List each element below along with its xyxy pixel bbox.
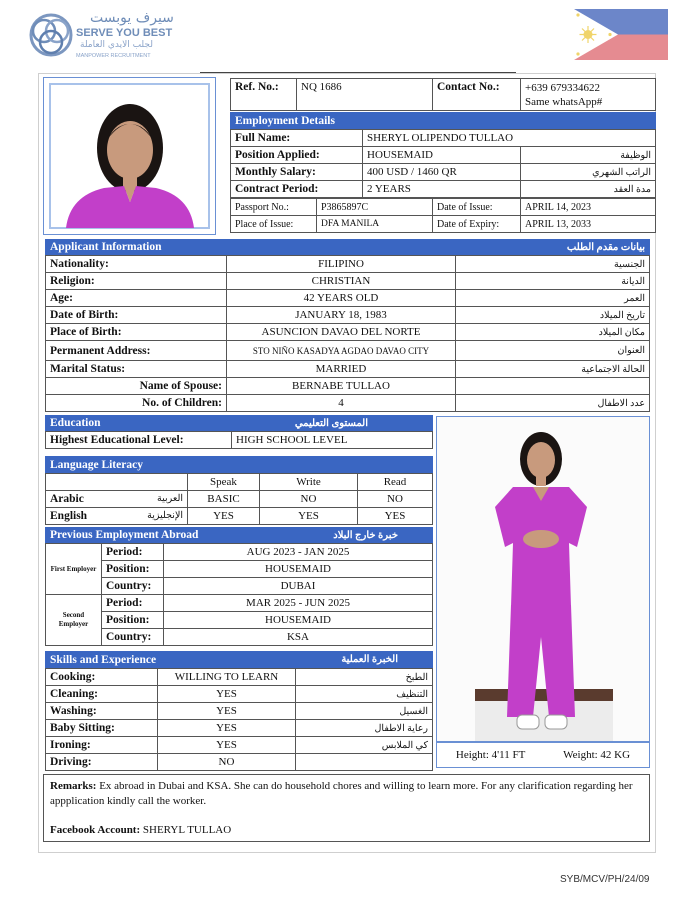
ref-label: Ref. No.: (231, 79, 297, 111)
language-speak: YES (188, 508, 260, 525)
passport-value: P3865897C (317, 199, 433, 216)
employer-row (46, 578, 433, 595)
employer-position: HOUSEMAID (164, 561, 433, 578)
contact-cell (521, 79, 656, 111)
facebook-value: SHERYL TULLAO (142, 824, 232, 836)
skill-label: Washing: (46, 703, 158, 720)
facebook-line (50, 823, 643, 838)
employer-row (46, 595, 433, 612)
applicant-value: CHRISTIAN (227, 273, 456, 290)
applicant-arabic: عدد الاطفال (456, 395, 650, 412)
employer-period: AUG 2023 - JAN 2025 (164, 544, 433, 561)
applicant-row (46, 341, 650, 361)
issue-date-value: APRIL 14, 2023 (521, 199, 656, 216)
applicant-header (45, 239, 650, 255)
remarks-label: Remarks: (50, 780, 97, 792)
skill-value: YES (158, 703, 296, 720)
language-name-cell (46, 508, 188, 525)
employer-field-label: Position: (102, 561, 164, 578)
employment-value: 400 USD / 1460 QR (363, 164, 521, 181)
applicant-row (46, 307, 650, 324)
employer-label: Second Employer (46, 595, 102, 646)
applicant-label: Permanent Address: (46, 341, 227, 361)
previous-title: Previous Employment Abroad (50, 529, 199, 541)
language-write: NO (260, 491, 358, 508)
philippines-flag-icon (574, 9, 668, 60)
applicant-section (45, 239, 650, 412)
employment-row (231, 181, 656, 198)
employer-period: MAR 2025 - JUN 2025 (164, 595, 433, 612)
company-logo (28, 10, 178, 62)
height-value: Height: 4'11 FT (455, 749, 526, 761)
education-title-ar: المستوى التعليمي (294, 417, 368, 429)
employer-position: HOUSEMAID (164, 612, 433, 629)
expiry-value: APRIL 13, 2033 (521, 216, 656, 233)
applicant-arabic: الحالة الاجتماعية (456, 361, 650, 378)
language-name-cell (46, 491, 188, 508)
skill-row (46, 737, 433, 754)
remarks-box (43, 774, 650, 842)
employer-field-label: Period: (102, 544, 164, 561)
education-section (45, 415, 433, 449)
skill-row (46, 754, 433, 771)
remarks-text-wrap (50, 779, 643, 809)
applicant-arabic: الجنسية (456, 256, 650, 273)
employment-section (230, 112, 656, 233)
employer-field-label: Position: (102, 612, 164, 629)
previous-title-ar: خبرة خارج البلاد (333, 529, 398, 541)
employment-arabic: مدة العقد (521, 181, 656, 198)
employer-row (46, 612, 433, 629)
skills-header (45, 651, 433, 668)
applicant-label: Nationality: (46, 256, 227, 273)
applicant-label: Place of Birth: (46, 324, 227, 341)
employment-title: Employment Details (235, 114, 335, 127)
remarks-text: Ex abroad in Dubai and KSA. She can do household chores and willing to learn more. For any clarification regarding her appplication kindly call the worker. (50, 780, 633, 807)
employer-row (46, 629, 433, 646)
language-title: Language Literacy (50, 458, 143, 471)
employment-label: Full Name: (231, 130, 363, 147)
skill-row (46, 686, 433, 703)
issue-date-label: Date of Issue: (433, 199, 521, 216)
applicant-arabic: الديانة (456, 273, 650, 290)
logo-rings-icon (28, 12, 74, 58)
applicant-row (46, 324, 650, 341)
employer-country: DUBAI (164, 578, 433, 595)
employment-label: Monthly Salary: (231, 164, 363, 181)
education-title: Education (50, 417, 101, 429)
applicant-arabic (456, 378, 650, 395)
skill-arabic (296, 754, 433, 771)
skills-title-ar: الخبرة العملية (341, 654, 398, 665)
applicant-label: Date of Birth: (46, 307, 227, 324)
applicant-value: 4 (227, 395, 456, 412)
applicant-arabic: العنوان (456, 341, 650, 361)
language-read: NO (358, 491, 433, 508)
previous-header (45, 527, 433, 543)
language-row (46, 491, 433, 508)
employment-arabic: الراتب الشهري (521, 164, 656, 181)
education-value: HIGH SCHOOL LEVEL (232, 432, 433, 449)
applicant-title: Applicant Information (50, 241, 162, 253)
applicant-value: BERNABE TULLAO (227, 378, 456, 395)
employment-arabic: الوظيفة (521, 147, 656, 164)
applicant-row (46, 290, 650, 307)
applicant-row (46, 361, 650, 378)
logo-tagline: MANPOWER RECRUITMENT (76, 53, 151, 59)
applicant-label: Religion: (46, 273, 227, 290)
applicant-label: Name of Spouse: (46, 378, 227, 395)
employer-row (46, 544, 433, 561)
language-read: YES (358, 508, 433, 525)
profile-photo (43, 77, 216, 235)
applicant-arabic: مكان الميلاد (456, 324, 650, 341)
language-blank-header (46, 474, 188, 491)
language-col-header: Read (358, 474, 433, 491)
language-section (45, 456, 433, 525)
body-info (436, 742, 650, 768)
skill-row (46, 703, 433, 720)
employment-header (230, 112, 656, 129)
employer-country: KSA (164, 629, 433, 646)
top-divider (200, 72, 516, 73)
skill-value: YES (158, 720, 296, 737)
applicant-arabic: العمر (456, 290, 650, 307)
employment-value: 2 YEARS (363, 181, 521, 198)
employer-field-label: Country: (102, 578, 164, 595)
language-name: English (50, 510, 88, 522)
applicant-value: MARRIED (227, 361, 456, 378)
passport-label: Passport No.: (231, 199, 317, 216)
skill-label: Baby Sitting: (46, 720, 158, 737)
skill-label: Cooking: (46, 669, 158, 686)
ref-value: NQ 1686 (297, 79, 433, 111)
education-label: Highest Educational Level: (46, 432, 232, 449)
logo-name: SERVE YOU BEST (76, 27, 173, 39)
skill-arabic: التنظيف (296, 686, 433, 703)
applicant-title-ar: بيانات مقدم الطلب (566, 241, 645, 253)
skill-value: YES (158, 686, 296, 703)
employment-label: Position Applied: (231, 147, 363, 164)
employer-field-label: Country: (102, 629, 164, 646)
language-row (46, 508, 433, 525)
skills-section (45, 651, 433, 771)
applicant-value: STO NIÑO KASADYA AGDAO DAVAO CITY (227, 341, 456, 361)
applicant-row (46, 256, 650, 273)
language-write: YES (260, 508, 358, 525)
ref-table (230, 78, 656, 111)
language-name: Arabic (50, 493, 84, 505)
expiry-label: Date of Expiry: (433, 216, 521, 233)
language-col-header: Speak (188, 474, 260, 491)
contact-label: Contact No.: (433, 79, 521, 111)
language-header (45, 456, 433, 473)
facebook-label: Facebook Account: (50, 824, 141, 836)
education-header (45, 415, 433, 431)
skill-arabic: كي الملابس (296, 737, 433, 754)
skill-row (46, 720, 433, 737)
previous-employment-section (45, 527, 433, 646)
language-speak: BASIC (188, 491, 260, 508)
weight-value: Weight: 42 KG (563, 749, 631, 761)
full-body-photo (436, 416, 650, 742)
skill-label: Ironing: (46, 737, 158, 754)
full-body-image (437, 417, 649, 741)
applicant-value: ASUNCION DAVAO DEL NORTE (227, 324, 456, 341)
applicant-arabic: تاريخ الميلاد (456, 307, 650, 324)
employer-row (46, 561, 433, 578)
employer-label: First Employer (46, 544, 102, 595)
applicant-row (46, 273, 650, 290)
contact-value: +639 679334622 (525, 82, 600, 94)
skill-value: NO (158, 754, 296, 771)
applicant-label: No. of Children: (46, 395, 227, 412)
applicant-value: 42 YEARS OLD (227, 290, 456, 307)
language-arabic: الإنجليزية (147, 511, 183, 521)
contact-note: Same whatsApp# (525, 96, 603, 108)
skill-label: Cleaning: (46, 686, 158, 703)
employer-field-label: Period: (102, 595, 164, 612)
applicant-label: Age: (46, 290, 227, 307)
language-col-header: Write (260, 474, 358, 491)
employment-value: HOUSEMAID (363, 147, 521, 164)
employment-value: SHERYL OLIPENDO TULLAO (363, 130, 656, 147)
applicant-row (46, 378, 650, 395)
place-issue-value: DFA MANILA (317, 216, 433, 233)
employment-row (231, 164, 656, 181)
employment-label: Contract Period: (231, 181, 363, 198)
language-arabic: العربية (157, 494, 183, 504)
skill-arabic: الطبخ (296, 669, 433, 686)
skill-row (46, 669, 433, 686)
applicant-value: JANUARY 18, 1983 (227, 307, 456, 324)
applicant-row (46, 395, 650, 412)
document-code: SYB/MCV/PH/24/09 (560, 874, 650, 885)
skill-value: YES (158, 737, 296, 754)
logo-arabic: سيرف يوبست (90, 10, 174, 26)
logo-arabic-sub: لجلب الايدي العاملة (80, 40, 153, 50)
skill-arabic: الغسيل (296, 703, 433, 720)
skills-title: Skills and Experience (50, 653, 157, 666)
skill-label: Driving: (46, 754, 158, 771)
skill-arabic: رعاية الاطفال (296, 720, 433, 737)
employment-row (231, 130, 656, 147)
skill-value: WILLING TO LEARN (158, 669, 296, 686)
employment-row (231, 147, 656, 164)
portrait-image (44, 78, 215, 234)
applicant-label: Marital Status: (46, 361, 227, 378)
applicant-value: FILIPINO (227, 256, 456, 273)
place-issue-label: Place of Issue: (231, 216, 317, 233)
